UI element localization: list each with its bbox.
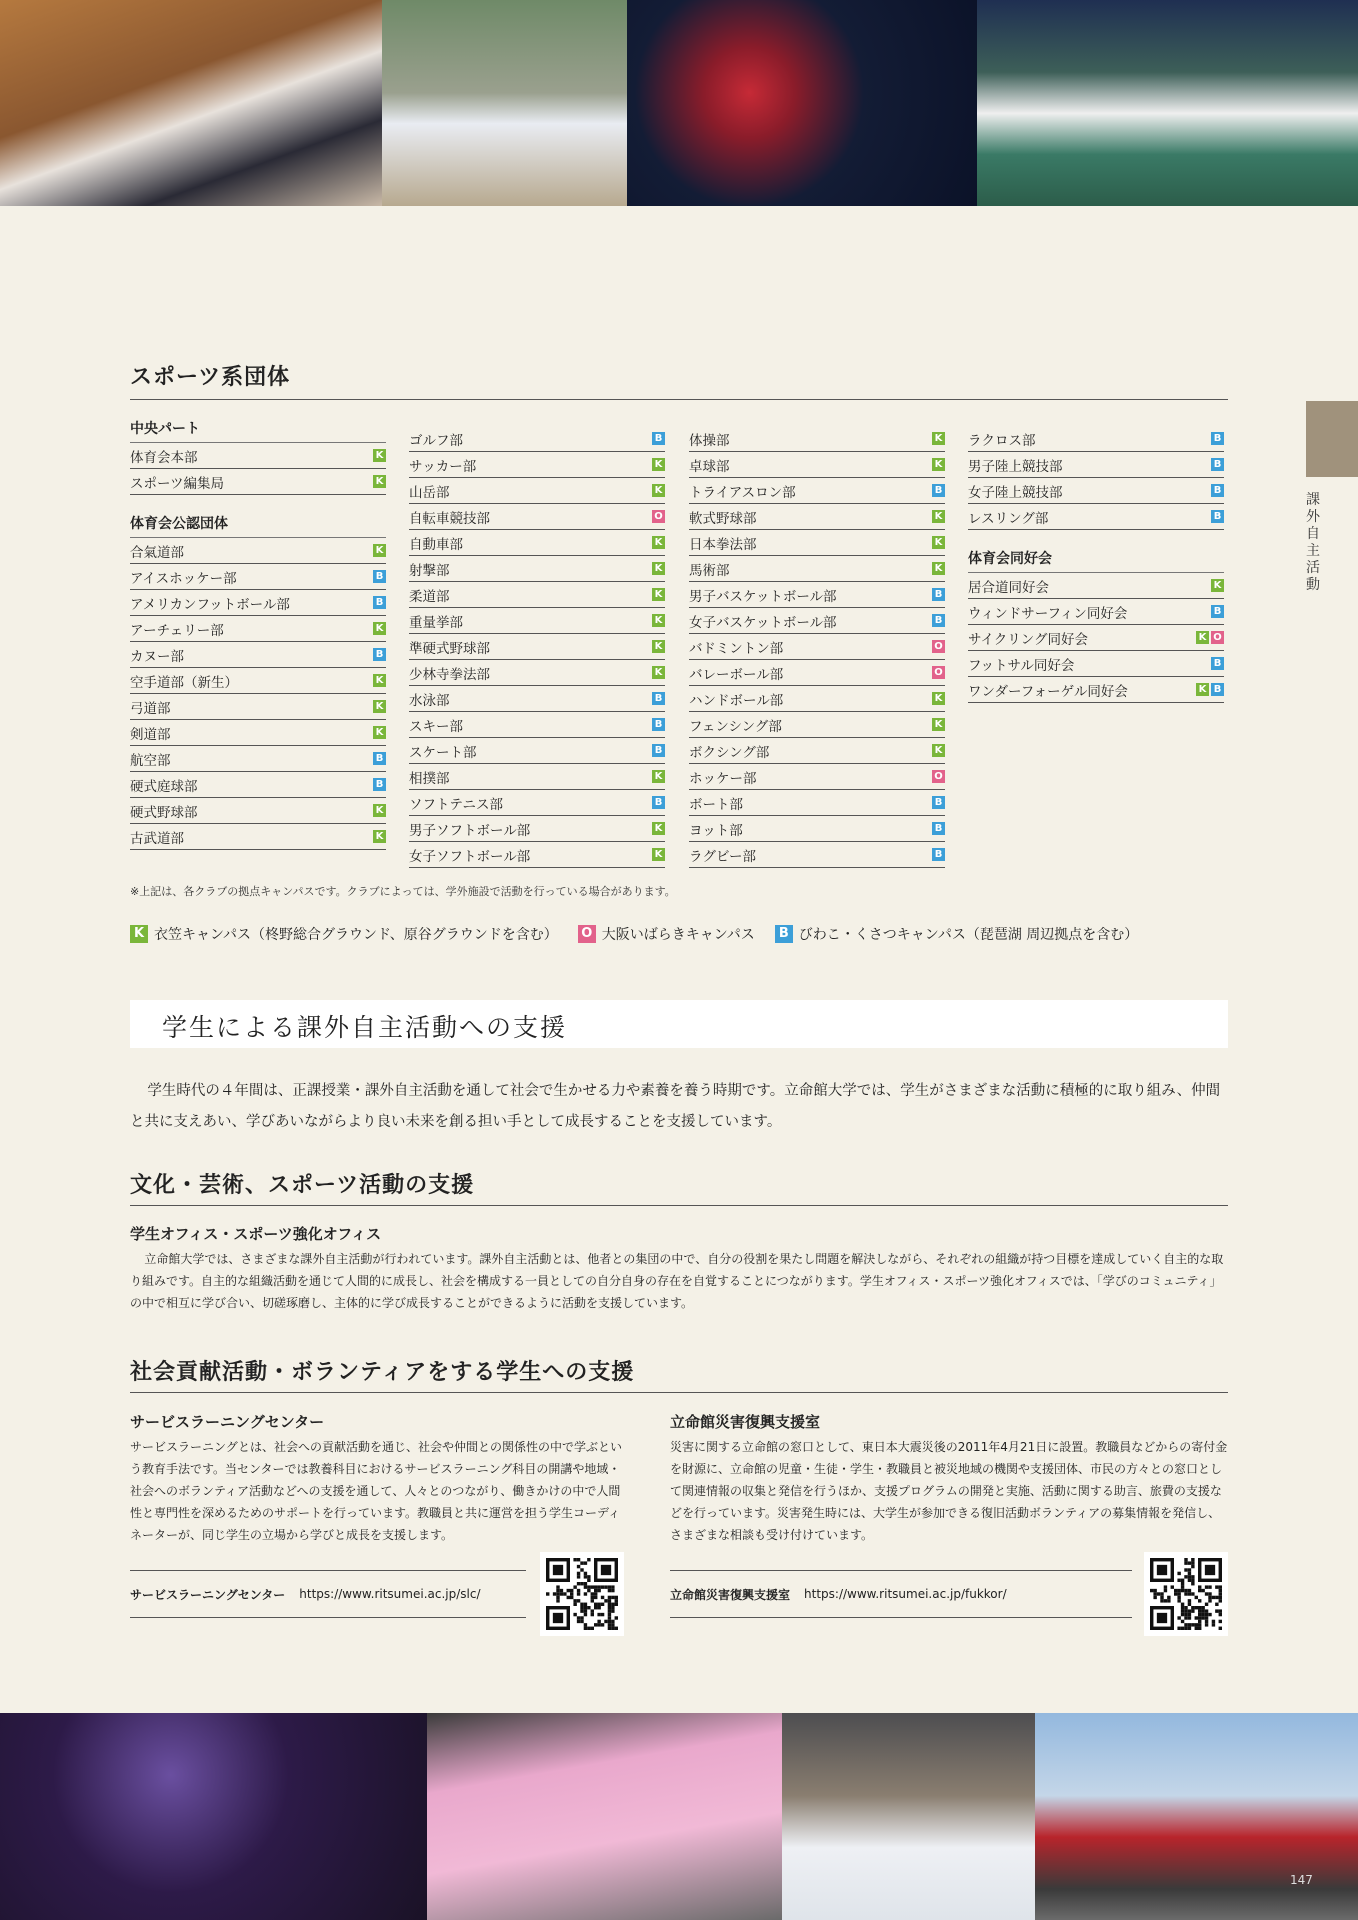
page-number: 147	[1290, 1873, 1313, 1887]
campus-badges	[652, 614, 665, 627]
campus-badge: K	[652, 770, 665, 783]
campus-badge: K	[932, 692, 945, 705]
slc-qr-code[interactable]	[540, 1552, 624, 1636]
campus-badge: K	[373, 449, 386, 462]
campus-badges	[932, 822, 945, 835]
club-name: アメリカンフットボール部	[130, 596, 290, 613]
campus-badges	[373, 596, 386, 609]
campus-badge: K	[373, 726, 386, 739]
club-row	[409, 504, 665, 530]
club-row	[409, 634, 665, 660]
campus-badge: O	[1211, 631, 1224, 644]
club-row	[689, 452, 945, 478]
club-name: 体操部	[689, 432, 730, 449]
campus-badge: B	[932, 822, 945, 835]
campus-badge: O	[932, 666, 945, 679]
volunteer-title-rule	[130, 1392, 1228, 1393]
campus-badges	[373, 674, 386, 687]
club-row	[689, 686, 945, 712]
campus-badges	[1196, 683, 1224, 696]
campus-note: ※上記は、各クラブの拠点キャンパスです。クラブによっては、学外施設で活動を行っている場合があります。	[130, 885, 676, 898]
campus-badge: K	[932, 744, 945, 757]
campus-badge: K	[932, 458, 945, 471]
campus-badge: B	[652, 718, 665, 731]
club-row	[968, 573, 1224, 599]
campus-badge: O	[932, 770, 945, 783]
club-row	[689, 816, 945, 842]
campus-badges	[373, 449, 386, 462]
club-row	[689, 426, 945, 452]
club-name: サッカー部	[409, 458, 477, 475]
club-group-heading: 中央パート	[130, 416, 386, 443]
side-index-tab	[1306, 401, 1358, 477]
club-row	[968, 625, 1224, 651]
campus-badge: K	[373, 674, 386, 687]
club-row	[409, 530, 665, 556]
column-gap	[968, 530, 1224, 546]
club-name: 硬式庭球部	[130, 778, 198, 795]
campus-badge: B	[373, 752, 386, 765]
side-index-label: 課外自主活動	[1306, 492, 1320, 593]
club-name: ボクシング部	[689, 744, 770, 761]
club-name: スケート部	[409, 744, 477, 761]
club-name: ゴルフ部	[409, 432, 463, 449]
campus-badge: K	[652, 614, 665, 627]
campus-badges	[932, 744, 945, 757]
campus-badge: B	[1211, 657, 1224, 670]
column-gap	[130, 495, 386, 511]
slc-link-row[interactable]	[130, 1570, 526, 1618]
club-name: ハンドボール部	[689, 692, 784, 709]
club-row	[689, 478, 945, 504]
campus-badge: K	[652, 484, 665, 497]
club-name: フェンシング部	[689, 718, 782, 735]
campus-badges	[373, 726, 386, 739]
campus-badges	[932, 796, 945, 809]
sports-column-3	[689, 426, 945, 868]
club-name: 射撃部	[409, 562, 450, 579]
legend-text: 大阪いばらきキャンパス	[601, 927, 755, 943]
club-row	[689, 530, 945, 556]
club-name: ラクロス部	[968, 432, 1036, 449]
club-row	[130, 642, 386, 668]
fukkor-title: 立命館災害復興支援室	[670, 1413, 821, 1431]
campus-badge: B	[373, 596, 386, 609]
legend-badge: K	[130, 925, 148, 943]
campus-badges	[932, 510, 945, 523]
club-name: 女子バスケットボール部	[689, 614, 837, 631]
campus-badges	[932, 588, 945, 601]
campus-badge: B	[1211, 605, 1224, 618]
slc-text: サービスラーニングとは、社会への貢献活動を通じ、社会や仲間との関係性の中で学ぶという教育手法です。当センターでは教養科目におけるサービスラーニング科目の開講や地域・社会へのボランティア活動などへの支援を通して、人々とのつながり、働きかけの中で人間性と専門性を深めるためのサポートを行っています。教職員と共に運営を担う学生コーディネーターが、同じ学生の立場から学びと成長を支援します。	[130, 1440, 623, 1542]
campus-badges	[652, 822, 665, 835]
club-name: レスリング部	[968, 510, 1049, 527]
office-title: 学生オフィス・スポーツ強化オフィス	[130, 1225, 382, 1243]
qr-code-icon	[1150, 1558, 1222, 1630]
club-row	[968, 452, 1224, 478]
campus-badges	[932, 848, 945, 861]
volunteer-title: 社会貢献活動・ボランティアをする学生への支援	[130, 1360, 635, 1385]
campus-badges	[1211, 605, 1224, 618]
campus-badges	[932, 484, 945, 497]
fukkor-link-label: 立命館災害復興支援室	[670, 1587, 791, 1602]
club-name: 硬式野球部	[130, 804, 198, 821]
club-name: フットサル同好会	[968, 657, 1075, 674]
club-row	[409, 608, 665, 634]
photo-snow-volunteer	[782, 1713, 1035, 1920]
club-name: 卓球部	[689, 458, 730, 475]
fukkor-link-row[interactable]	[670, 1570, 1132, 1618]
campus-badges	[373, 570, 386, 583]
sports-column-1	[130, 416, 386, 850]
campus-badges	[652, 692, 665, 705]
campus-badges	[373, 622, 386, 635]
club-name: バレーボール部	[689, 666, 784, 683]
top-photo-strip	[0, 0, 1358, 206]
campus-badge: K	[373, 475, 386, 488]
club-name: 男子ソフトボール部	[409, 822, 531, 839]
club-name: 自動車部	[409, 536, 463, 553]
culture-title: 文化・芸術、スポーツ活動の支援	[130, 1173, 475, 1198]
club-name: バドミントン部	[689, 640, 784, 657]
legend-badge: B	[775, 925, 793, 943]
club-row	[409, 660, 665, 686]
campus-badges	[652, 432, 665, 445]
campus-badge: B	[373, 778, 386, 791]
club-name: 航空部	[130, 752, 171, 769]
campus-badges	[652, 510, 665, 523]
campus-badge: K	[652, 562, 665, 575]
club-row	[689, 582, 945, 608]
club-name: 男子バスケットボール部	[689, 588, 837, 605]
campus-badge: B	[373, 648, 386, 661]
support-banner-title: 学生による課外自主活動への支援	[162, 1013, 568, 1042]
club-name: ウィンドサーフィン同好会	[968, 605, 1128, 622]
club-row	[130, 469, 386, 495]
club-name: 馬術部	[689, 562, 730, 579]
club-name: 体育会本部	[130, 449, 198, 466]
club-row	[130, 798, 386, 824]
photo-fencing	[977, 0, 1358, 206]
club-row	[130, 590, 386, 616]
campus-badges	[1211, 458, 1224, 471]
campus-badge: K	[373, 830, 386, 843]
club-name: 軟式野球部	[689, 510, 757, 527]
club-name: 自転車競技部	[409, 510, 490, 527]
club-row	[409, 582, 665, 608]
campus-badges	[932, 718, 945, 731]
sports-column-2	[409, 426, 665, 868]
club-name: 居合道同好会	[968, 579, 1049, 596]
campus-badge: B	[373, 570, 386, 583]
club-name: ボート部	[689, 796, 743, 813]
campus-badges	[373, 648, 386, 661]
campus-badge: K	[373, 544, 386, 557]
club-row	[968, 426, 1224, 452]
campus-badge: K	[373, 700, 386, 713]
campus-badges	[652, 744, 665, 757]
slc-link-label: サービスラーニングセンター	[130, 1587, 286, 1602]
campus-badge: B	[652, 432, 665, 445]
campus-badge: K	[652, 588, 665, 601]
club-name: 男子陸上競技部	[968, 458, 1063, 475]
campus-badge: O	[932, 640, 945, 653]
campus-badge: B	[1211, 484, 1224, 497]
club-row	[689, 738, 945, 764]
club-row	[130, 746, 386, 772]
photo-basketball-team	[0, 0, 382, 206]
campus-badges	[1211, 657, 1224, 670]
campus-badge: B	[932, 848, 945, 861]
club-row	[968, 599, 1224, 625]
legend-badge: O	[578, 925, 596, 943]
club-group-heading: 体育会公認団体	[130, 511, 386, 538]
photo-hockey-player	[627, 0, 977, 206]
club-name: 剣道部	[130, 726, 171, 743]
campus-badges	[652, 588, 665, 601]
club-name: 相撲部	[409, 770, 450, 787]
club-row	[689, 660, 945, 686]
campus-badges	[373, 804, 386, 817]
club-name: サイクリング同好会	[968, 631, 1089, 648]
club-group-heading: 体育会同好会	[968, 546, 1224, 573]
club-row	[130, 824, 386, 850]
club-row	[409, 764, 665, 790]
club-row	[130, 443, 386, 469]
slc-title: サービスラーニングセンター	[130, 1413, 325, 1431]
campus-badges	[932, 614, 945, 627]
campus-badges	[373, 830, 386, 843]
fukkor-text: 災害に関する立命館の窓口として、東日本大震災後の2011年4月21日に設置。教職員などからの寄付金を財源に、立命館の児童・生徒・学生・教職員と被災地域の機関や支援団体、市民の方々との窓口として関連情報の収集と発信を行うほか、支援プログラムの開発と実施、活動に関する助言、旅費の支援などを行っています。災害発生時には、大学生が参加できる復旧活動ボランティアの募集情報を発信し、さまざまな相談も受け付けています。	[670, 1440, 1228, 1542]
office-text: 立命館大学では、さまざまな課外自主活動が行われています。課外自主活動とは、他者との集団の中で、自分の役割を果たし問題を解決しながら、それぞれの組織が持つ目標を達成していく自主的な取り組みです。自主的な組織活動を通じて人間的に成長し、社会を構成する一員としての自分自身の存在を自覚することにつながります。学生オフィス・スポーツ強化オフィスでは、「学びのコミュニティ」の中で相互に学び合い、切磋琢磨し、主体的に学び成長することができるように活動を支援しています。	[130, 1252, 1224, 1310]
club-row	[968, 504, 1224, 530]
campus-badge: B	[1211, 510, 1224, 523]
campus-badges	[1196, 631, 1224, 644]
club-row	[689, 764, 945, 790]
club-name: 山岳部	[409, 484, 450, 501]
club-row	[409, 686, 665, 712]
campus-badge: B	[1211, 458, 1224, 471]
campus-badges	[932, 640, 945, 653]
club-name: 少林寺拳法部	[409, 666, 490, 683]
campus-badge: K	[932, 718, 945, 731]
campus-badges	[932, 692, 945, 705]
club-row	[130, 694, 386, 720]
club-name: ヨット部	[689, 822, 743, 839]
club-row	[689, 608, 945, 634]
club-name: スポーツ編集局	[130, 475, 224, 492]
legend-text: びわこ・くさつキャンパス（琵琶湖 周辺拠点を含む）	[798, 927, 1139, 943]
campus-badge: K	[932, 510, 945, 523]
campus-badge: B	[652, 692, 665, 705]
club-name: ワンダーフォーゲル同好会	[968, 683, 1128, 700]
campus-badges	[1211, 510, 1224, 523]
club-row	[130, 564, 386, 590]
campus-badges	[373, 475, 386, 488]
club-row	[689, 842, 945, 868]
campus-badge: K	[932, 562, 945, 575]
club-name: トライアスロン部	[689, 484, 796, 501]
legend-text: 衣笠キャンパス（柊野総合グラウンド、原谷グラウンドを含む）	[154, 927, 558, 943]
photo-calligraphy-banner	[427, 1713, 782, 1920]
campus-badge: B	[932, 484, 945, 497]
qr-code-icon	[546, 1558, 618, 1630]
campus-badge: K	[652, 458, 665, 471]
campus-badge: K	[932, 536, 945, 549]
club-row	[689, 556, 945, 582]
club-row	[689, 790, 945, 816]
campus-badge: B	[652, 744, 665, 757]
support-intro: 学生時代の４年間は、正課授業・課外自主活動を通して社会で生かせる力や素養を養う時期です。立命館大学では、学生がさまざまな活動に積極的に取り組み、仲間と共に支えあい、学びあいながらより良い未来を創る担い手として成長することを支援しています。	[130, 1083, 1221, 1130]
club-name: 水泳部	[409, 692, 450, 709]
club-row	[409, 842, 665, 868]
campus-badges	[652, 666, 665, 679]
club-row	[130, 538, 386, 564]
campus-badge: K	[1196, 683, 1209, 696]
support-banner	[130, 1000, 1228, 1048]
club-row	[409, 738, 665, 764]
campus-badges	[652, 796, 665, 809]
club-row	[409, 478, 665, 504]
campus-badge: K	[373, 622, 386, 635]
club-row	[409, 790, 665, 816]
campus-badges	[652, 640, 665, 653]
campus-badge: K	[652, 822, 665, 835]
campus-badges	[373, 778, 386, 791]
photo-baseball-batter	[382, 0, 627, 206]
campus-badges	[932, 666, 945, 679]
club-name: ラグビー部	[689, 848, 756, 865]
campus-badge: B	[932, 588, 945, 601]
campus-badges	[652, 770, 665, 783]
campus-badges	[1211, 432, 1224, 445]
campus-badges	[932, 458, 945, 471]
campus-badges	[652, 718, 665, 731]
campus-badges	[932, 432, 945, 445]
campus-badge: K	[373, 804, 386, 817]
club-name: 柔道部	[409, 588, 450, 605]
club-row	[689, 504, 945, 530]
campus-badge: K	[652, 848, 665, 861]
sports-title: スポーツ系団体	[130, 365, 291, 390]
campus-badges	[652, 562, 665, 575]
club-row	[130, 616, 386, 642]
campus-badge: K	[652, 666, 665, 679]
campus-legend	[130, 924, 1152, 944]
photo-dance-stage	[0, 1713, 427, 1920]
club-row	[130, 668, 386, 694]
campus-badge: K	[652, 536, 665, 549]
campus-badge: B	[1211, 683, 1224, 696]
campus-badge: B	[932, 614, 945, 627]
campus-badges	[932, 536, 945, 549]
club-row	[968, 478, 1224, 504]
club-row	[968, 651, 1224, 677]
club-name: 弓道部	[130, 700, 171, 717]
club-name: 空手道部（新生）	[130, 674, 238, 691]
campus-badges	[652, 536, 665, 549]
campus-badges	[932, 562, 945, 575]
campus-badge: O	[652, 510, 665, 523]
campus-badges	[932, 770, 945, 783]
bottom-photo-strip	[0, 1713, 1358, 1920]
campus-badges	[652, 458, 665, 471]
photo-volunteers-red-vests	[1035, 1713, 1358, 1920]
campus-badge: B	[1211, 432, 1224, 445]
campus-badge: K	[1211, 579, 1224, 592]
club-name: ホッケー部	[689, 770, 757, 787]
club-row	[409, 816, 665, 842]
fukkor-url[interactable]: https://www.ritsumei.ac.jp/fukkor/	[804, 1587, 1007, 1601]
club-row	[130, 772, 386, 798]
campus-badges	[1211, 579, 1224, 592]
campus-badges	[373, 544, 386, 557]
club-name: ソフトテニス部	[409, 796, 503, 813]
club-name: 重量挙部	[409, 614, 463, 631]
club-name: 日本拳法部	[689, 536, 757, 553]
campus-badge: B	[932, 796, 945, 809]
club-row	[409, 556, 665, 582]
club-row	[409, 712, 665, 738]
club-row	[130, 720, 386, 746]
club-row	[689, 634, 945, 660]
club-name: カヌー部	[130, 648, 184, 665]
sports-column-4	[968, 426, 1224, 703]
club-row	[689, 712, 945, 738]
campus-badges	[1211, 484, 1224, 497]
campus-badge: B	[652, 796, 665, 809]
club-name: 女子陸上競技部	[968, 484, 1063, 501]
campus-badge: K	[932, 432, 945, 445]
club-name: アーチェリー部	[130, 622, 224, 639]
campus-badge: K	[652, 640, 665, 653]
club-row	[409, 426, 665, 452]
club-name: スキー部	[409, 718, 463, 735]
club-name: 準硬式野球部	[409, 640, 490, 657]
campus-badges	[373, 700, 386, 713]
club-name: 古武道部	[130, 830, 184, 847]
slc-url[interactable]: https://www.ritsumei.ac.jp/slc/	[299, 1587, 481, 1601]
campus-badges	[652, 848, 665, 861]
campus-badges	[652, 484, 665, 497]
club-row	[409, 452, 665, 478]
club-name: 合氣道部	[130, 544, 184, 561]
sports-title-rule	[130, 399, 1228, 400]
club-name: アイスホッケー部	[130, 570, 237, 587]
campus-badges	[373, 752, 386, 765]
culture-title-rule	[130, 1205, 1228, 1206]
fukkor-qr-code[interactable]	[1144, 1552, 1228, 1636]
club-row	[968, 677, 1224, 703]
club-name: 女子ソフトボール部	[409, 848, 531, 865]
campus-badge: K	[1196, 631, 1209, 644]
